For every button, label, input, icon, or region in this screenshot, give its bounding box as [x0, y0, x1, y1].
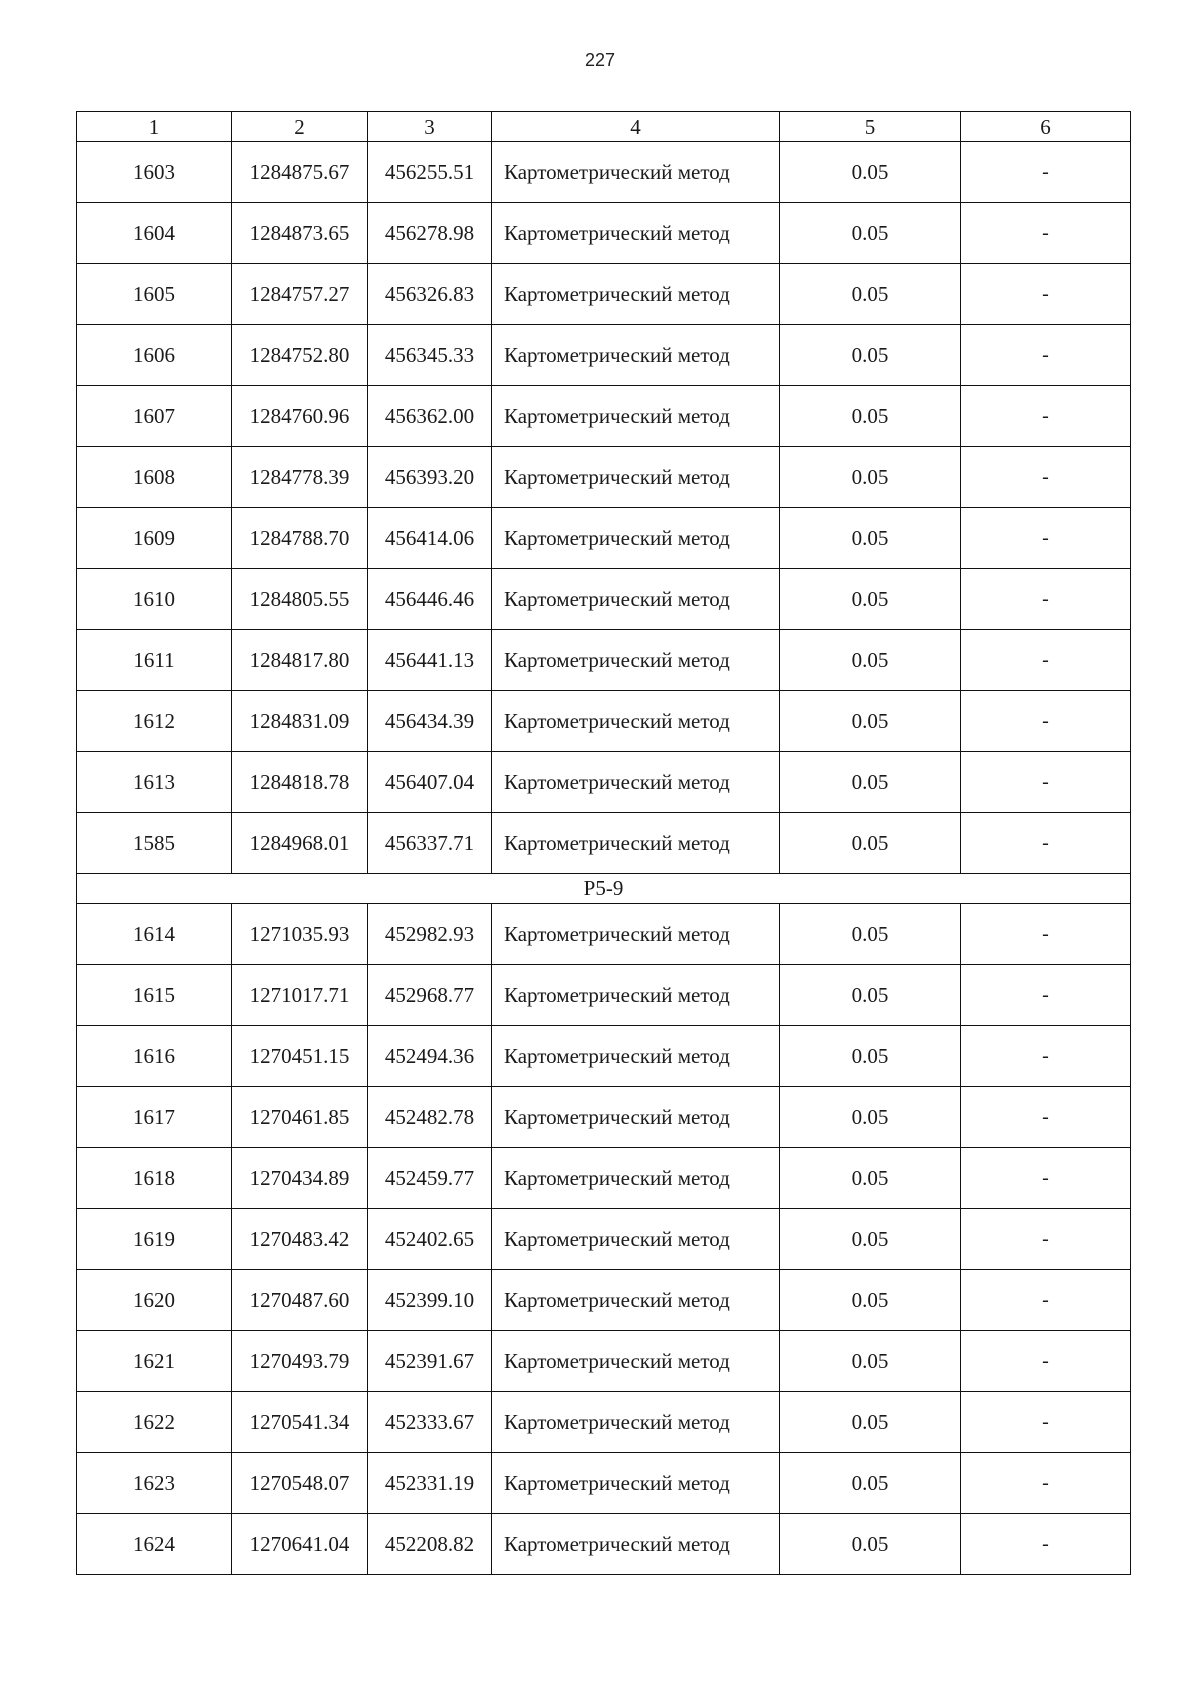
x-coordinate-cell: 1270461.85	[232, 1087, 368, 1148]
table-row	[77, 1148, 1131, 1209]
accuracy-cell: 0.05	[780, 264, 961, 325]
table-row	[77, 691, 1131, 752]
y-coordinate-cell: 452402.65	[368, 1209, 492, 1270]
note-cell: -	[961, 1148, 1131, 1209]
note-cell: -	[961, 904, 1131, 965]
x-coordinate-cell: 1271017.71	[232, 965, 368, 1026]
point-number-cell: 1621	[77, 1331, 232, 1392]
method-cell: Картометрический метод	[492, 904, 780, 965]
y-coordinate-cell: 456446.46	[368, 569, 492, 630]
note-cell: -	[961, 1026, 1131, 1087]
note-cell: -	[961, 325, 1131, 386]
table-row	[77, 1331, 1131, 1392]
section-title-row	[77, 874, 1131, 904]
point-number-cell: 1620	[77, 1270, 232, 1331]
y-coordinate-cell: 456278.98	[368, 203, 492, 264]
method-cell: Картометрический метод	[492, 691, 780, 752]
x-coordinate-cell: 1284778.39	[232, 447, 368, 508]
method-cell: Картометрический метод	[492, 203, 780, 264]
note-cell: -	[961, 264, 1131, 325]
method-cell: Картометрический метод	[492, 1331, 780, 1392]
accuracy-cell: 0.05	[780, 1209, 961, 1270]
column-header: 6	[961, 112, 1131, 142]
accuracy-cell: 0.05	[780, 569, 961, 630]
table-header-row	[77, 112, 1131, 142]
table-row	[77, 264, 1131, 325]
method-cell: Картометрический метод	[492, 1026, 780, 1087]
note-cell: -	[961, 447, 1131, 508]
method-cell: Картометрический метод	[492, 1087, 780, 1148]
table-row	[77, 904, 1131, 965]
y-coordinate-cell: 452982.93	[368, 904, 492, 965]
point-number-cell: 1612	[77, 691, 232, 752]
point-number-cell: 1585	[77, 813, 232, 874]
y-coordinate-cell: 456255.51	[368, 142, 492, 203]
y-coordinate-cell: 452968.77	[368, 965, 492, 1026]
point-number-cell: 1623	[77, 1453, 232, 1514]
method-cell: Картометрический метод	[492, 508, 780, 569]
x-coordinate-cell: 1284873.65	[232, 203, 368, 264]
method-cell: Картометрический метод	[492, 386, 780, 447]
point-number-cell: 1622	[77, 1392, 232, 1453]
point-number-cell: 1615	[77, 965, 232, 1026]
method-cell: Картометрический метод	[492, 813, 780, 874]
x-coordinate-cell: 1270493.79	[232, 1331, 368, 1392]
accuracy-cell: 0.05	[780, 508, 961, 569]
point-number-cell: 1611	[77, 630, 232, 691]
accuracy-cell: 0.05	[780, 1026, 961, 1087]
point-number-cell: 1605	[77, 264, 232, 325]
x-coordinate-cell: 1270451.15	[232, 1026, 368, 1087]
y-coordinate-cell: 452494.36	[368, 1026, 492, 1087]
accuracy-cell: 0.05	[780, 691, 961, 752]
x-coordinate-cell: 1284875.67	[232, 142, 368, 203]
x-coordinate-cell: 1270541.34	[232, 1392, 368, 1453]
note-cell: -	[961, 965, 1131, 1026]
y-coordinate-cell: 456414.06	[368, 508, 492, 569]
accuracy-cell: 0.05	[780, 813, 961, 874]
y-coordinate-cell: 452459.77	[368, 1148, 492, 1209]
accuracy-cell: 0.05	[780, 630, 961, 691]
y-coordinate-cell: 452391.67	[368, 1331, 492, 1392]
note-cell: -	[961, 630, 1131, 691]
x-coordinate-cell: 1270483.42	[232, 1209, 368, 1270]
table-row	[77, 1026, 1131, 1087]
y-coordinate-cell: 456362.00	[368, 386, 492, 447]
note-cell: -	[961, 203, 1131, 264]
x-coordinate-cell: 1284760.96	[232, 386, 368, 447]
table-row	[77, 447, 1131, 508]
accuracy-cell: 0.05	[780, 1392, 961, 1453]
accuracy-cell: 0.05	[780, 1514, 961, 1575]
method-cell: Картометрический метод	[492, 447, 780, 508]
point-number-cell: 1608	[77, 447, 232, 508]
point-number-cell: 1624	[77, 1514, 232, 1575]
accuracy-cell: 0.05	[780, 386, 961, 447]
table-body	[77, 142, 1131, 1575]
method-cell: Картометрический метод	[492, 752, 780, 813]
column-header: 5	[780, 112, 961, 142]
y-coordinate-cell: 456441.13	[368, 630, 492, 691]
y-coordinate-cell: 456393.20	[368, 447, 492, 508]
y-coordinate-cell: 452482.78	[368, 1087, 492, 1148]
point-number-cell: 1614	[77, 904, 232, 965]
table-row	[77, 1087, 1131, 1148]
accuracy-cell: 0.05	[780, 1270, 961, 1331]
method-cell: Картометрический метод	[492, 569, 780, 630]
column-header: 2	[232, 112, 368, 142]
table-row	[77, 142, 1131, 203]
point-number-cell: 1618	[77, 1148, 232, 1209]
point-number-cell: 1613	[77, 752, 232, 813]
accuracy-cell: 0.05	[780, 325, 961, 386]
point-number-cell: 1616	[77, 1026, 232, 1087]
x-coordinate-cell: 1270548.07	[232, 1453, 368, 1514]
note-cell: -	[961, 691, 1131, 752]
table-row	[77, 508, 1131, 569]
accuracy-cell: 0.05	[780, 904, 961, 965]
accuracy-cell: 0.05	[780, 965, 961, 1026]
y-coordinate-cell: 456345.33	[368, 325, 492, 386]
y-coordinate-cell: 452208.82	[368, 1514, 492, 1575]
column-header: 4	[492, 112, 780, 142]
note-cell: -	[961, 569, 1131, 630]
accuracy-cell: 0.05	[780, 752, 961, 813]
method-cell: Картометрический метод	[492, 1148, 780, 1209]
method-cell: Картометрический метод	[492, 142, 780, 203]
note-cell: -	[961, 386, 1131, 447]
table-row	[77, 386, 1131, 447]
table-row	[77, 752, 1131, 813]
y-coordinate-cell: 452399.10	[368, 1270, 492, 1331]
point-number-cell: 1617	[77, 1087, 232, 1148]
x-coordinate-cell: 1284752.80	[232, 325, 368, 386]
table-row	[77, 1453, 1131, 1514]
point-number-cell: 1603	[77, 142, 232, 203]
method-cell: Картометрический метод	[492, 1209, 780, 1270]
x-coordinate-cell: 1271035.93	[232, 904, 368, 965]
x-coordinate-cell: 1270641.04	[232, 1514, 368, 1575]
note-cell: -	[961, 1514, 1131, 1575]
note-cell: -	[961, 752, 1131, 813]
point-number-cell: 1609	[77, 508, 232, 569]
accuracy-cell: 0.05	[780, 1331, 961, 1392]
point-number-cell: 1607	[77, 386, 232, 447]
y-coordinate-cell: 456326.83	[368, 264, 492, 325]
x-coordinate-cell: 1284805.55	[232, 569, 368, 630]
table-row	[77, 965, 1131, 1026]
table-row	[77, 203, 1131, 264]
x-coordinate-cell: 1284817.80	[232, 630, 368, 691]
column-header: 1	[77, 112, 232, 142]
table-row	[77, 569, 1131, 630]
x-coordinate-cell: 1284831.09	[232, 691, 368, 752]
note-cell: -	[961, 1087, 1131, 1148]
table-row	[77, 630, 1131, 691]
note-cell: -	[961, 1209, 1131, 1270]
method-cell: Картометрический метод	[492, 1453, 780, 1514]
y-coordinate-cell: 452333.67	[368, 1392, 492, 1453]
table-row	[77, 1209, 1131, 1270]
x-coordinate-cell: 1270487.60	[232, 1270, 368, 1331]
page-number: 227	[584, 50, 616, 70]
point-number-cell: 1604	[77, 203, 232, 264]
method-cell: Картометрический метод	[492, 264, 780, 325]
y-coordinate-cell: 452331.19	[368, 1453, 492, 1514]
accuracy-cell: 0.05	[780, 203, 961, 264]
accuracy-cell: 0.05	[780, 1453, 961, 1514]
note-cell: -	[961, 1392, 1131, 1453]
accuracy-cell: 0.05	[780, 1087, 961, 1148]
method-cell: Картометрический метод	[492, 965, 780, 1026]
table-row	[77, 813, 1131, 874]
point-number-cell: 1619	[77, 1209, 232, 1270]
accuracy-cell: 0.05	[780, 1148, 961, 1209]
note-cell: -	[961, 1453, 1131, 1514]
accuracy-cell: 0.05	[780, 447, 961, 508]
coordinates-table	[76, 111, 1131, 1575]
x-coordinate-cell: 1284818.78	[232, 752, 368, 813]
note-cell: -	[961, 1270, 1131, 1331]
y-coordinate-cell: 456337.71	[368, 813, 492, 874]
method-cell: Картометрический метод	[492, 1392, 780, 1453]
section-title: Р5-9	[77, 874, 1131, 904]
note-cell: -	[961, 508, 1131, 569]
x-coordinate-cell: 1270434.89	[232, 1148, 368, 1209]
x-coordinate-cell: 1284968.01	[232, 813, 368, 874]
method-cell: Картометрический метод	[492, 630, 780, 691]
x-coordinate-cell: 1284757.27	[232, 264, 368, 325]
note-cell: -	[961, 813, 1131, 874]
accuracy-cell: 0.05	[780, 142, 961, 203]
note-cell: -	[961, 1331, 1131, 1392]
method-cell: Картометрический метод	[492, 1270, 780, 1331]
method-cell: Картометрический метод	[492, 325, 780, 386]
y-coordinate-cell: 456407.04	[368, 752, 492, 813]
method-cell: Картометрический метод	[492, 1514, 780, 1575]
y-coordinate-cell: 456434.39	[368, 691, 492, 752]
table-row	[77, 1270, 1131, 1331]
x-coordinate-cell: 1284788.70	[232, 508, 368, 569]
note-cell: -	[961, 142, 1131, 203]
table-row	[77, 1514, 1131, 1575]
table-row	[77, 1392, 1131, 1453]
point-number-cell: 1610	[77, 569, 232, 630]
point-number-cell: 1606	[77, 325, 232, 386]
column-header: 3	[368, 112, 492, 142]
table-row	[77, 325, 1131, 386]
